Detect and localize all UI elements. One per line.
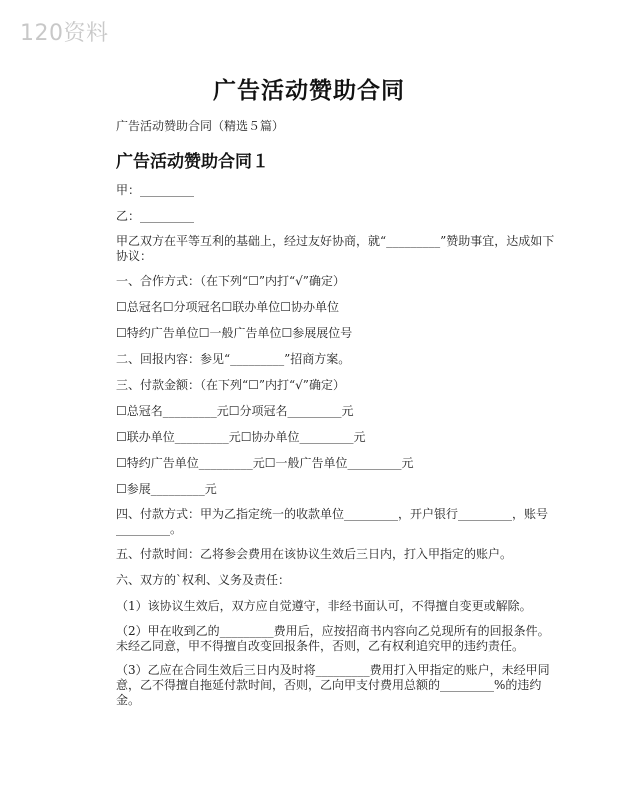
cooperation-options-row-1: ☐总冠名☐分项冠名☐联办单位☐协办单位 — [116, 300, 340, 314]
rights-duties-heading: 六、双方的`权利、义务及责任： — [116, 573, 291, 587]
cooperation-options-row-2: ☐特约广告单位☐一般广告单位☐参展展位号 — [116, 326, 353, 340]
clause-1: （1）该协议生效后，双方应自觉遵守，非经书面认可，不得擅自变更或解除。 — [116, 599, 532, 613]
watermark: 120资料 — [20, 21, 109, 46]
amount-row-4: ☐参展_________元 — [116, 482, 217, 496]
amount-row-2: ☐联办单位_________元☐协办单位_________元 — [116, 430, 366, 444]
amount-row-3: ☐特约广告单位_________元☐一般广告单位_________元 — [116, 456, 414, 470]
preamble-paragraph: 甲乙双方在平等互利的基础上，经过友好协商，就“_________”赞助事宜，达成如下协议： — [116, 234, 555, 263]
payment-time-line: 五、付款时间：乙将参会费用在该协议生效后三日内，打入甲指定的账户。 — [116, 547, 513, 561]
return-content-line: 二、回报内容：参见“_________”招商方案。 — [116, 352, 351, 366]
payment-amount-heading: 三、付款金额：（在下列“☐”内打“√”确定） — [116, 378, 345, 392]
section-title: 广告活动赞助合同１ — [116, 152, 269, 172]
clause-3-paragraph: （3）乙应在合同生效后三日内及时将_________费用打入甲指定的账户，未经甲同意，乙不得擅自拖延付款时间，否则，乙向甲支付费用总额的_________%的违约金。 — [116, 663, 550, 707]
amount-row-1: ☐总冠名_________元☐分项冠名_________元 — [116, 404, 354, 418]
document-subtitle: 广告活动赞助合同（精选５篇） — [116, 119, 285, 133]
payment-method-paragraph: 四、付款方式：甲为乙指定统一的收款单位_________，开户银行_________，账号_________。 — [116, 507, 549, 536]
document-title: 广告活动赞助合同 — [213, 77, 405, 104]
clause-2-paragraph: （2）甲在收到乙的_________费用后，应按招商书内容向乙兑现所有的回报条件。未经乙同意，甲不得擅自改变回报条件，否则，乙有权利追究甲的违约责任。 — [116, 624, 550, 653]
party-b-line: 乙：_________ — [116, 209, 195, 223]
party-a-line: 甲：_________ — [116, 183, 195, 197]
cooperation-method-heading: 一、合作方式：（在下列“☐”内打“√”确定） — [116, 274, 345, 288]
